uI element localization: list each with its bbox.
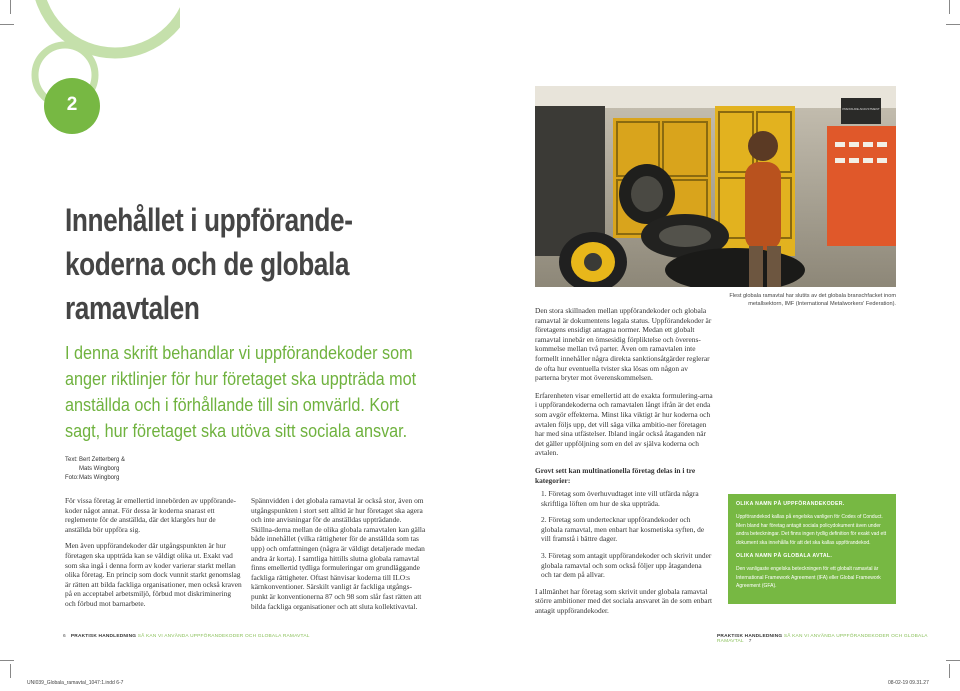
footer-subtitle: SÅ KAN VI ANVÄNDA UPPFÖRANDEKODER OCH GLOBALA RAMAVTAL (717, 634, 928, 644)
photo-caption: Flest globala ramavtal har slutits av det globala branschfacket inom metallsektorn, IMF (International Metalworkers' Federation). (729, 293, 896, 307)
print-slug-left: UNI039_Globala_ramavtal_1047:1.indd 6-7 (27, 680, 124, 686)
paragraph: Erfarenheten visar emellertid att de exakta formulering-arna i uppförandekoderna och ramavtalen långt ifrån är det enda som avgör effekterna. Minst lika viktigt är hur koderna och avtalen följs upp, det vill säga vilka ambitio-ner företagen har med sina utfästelser. Ibland ingår också åtaganden när det gäller uppföljning som en del av själva koderna och avtalen. (535, 390, 713, 458)
page-title (65, 198, 409, 330)
crop-mark (10, 0, 11, 14)
footer-left (63, 634, 310, 639)
footer-publication: PRAKTISK HANDLEDNING (70, 634, 137, 639)
print-slug-right: 08-02-19 09.31.27 (888, 680, 929, 686)
body-column-3 (535, 306, 713, 623)
paragraph: Den stora skillnaden mellan uppförandekoder och globala ramavtal är dokumentens legala status. Uppförandekoder är företagens ensidigt antagna normer. Medan ett globalt ramavtal innebär en ömsesidig förpliktelse och överens-kommelse mellan två parter. Även om ramavtalen inte formellt innehåller några direkta sanktionsåtgärder reglerar de ofta hur eventuella tvister ska lösas om någon av parterna bryter mot överenskommelsen. (535, 306, 712, 383)
chapter-number: 2 (66, 94, 78, 115)
info-box (728, 494, 896, 604)
lead-line: I denna skrift behandlar vi uppförandekoder som (65, 343, 413, 363)
photographer-name: Mats Wingborg (79, 475, 120, 481)
lead-paragraph (65, 340, 425, 444)
title-line: koderna och de globala (65, 246, 350, 282)
list-heading: Grovt sett kan multinationella företag delas in i tre kategorier: (535, 465, 696, 485)
text-label: Text: (65, 457, 78, 463)
crop-mark (949, 0, 950, 14)
page-number: 7 (748, 639, 752, 644)
lead-line: anger riktlinjer för hur företaget ska uppträda mot (65, 369, 417, 389)
info-box-heading: OLIKA NAMN PÅ GLOBALA AVTAL. (736, 553, 833, 559)
footer-subtitle: SÅ KAN VI ANVÄNDA UPPFÖRANDEKODER OCH GLOBALA RAMAVTAL (136, 634, 310, 639)
body-column-2 (251, 496, 426, 618)
chapter-circles-graphic (20, 0, 180, 150)
factory-photo (535, 86, 896, 287)
crop-mark (0, 660, 14, 661)
crop-mark (946, 660, 960, 661)
paragraph: För vissa företag är emellertid innebörden av uppförande-koder något annat. För dessa är koderna snarast ett reglemente för de anställda, där det klargörs hur de anställda bör uppföra sig. (65, 496, 236, 534)
lead-line: anställda och i förhållande till sin omvärld. Kort (65, 395, 400, 415)
title-line: ramavtalen (65, 290, 200, 326)
author-name: Mats Wingborg (79, 466, 120, 472)
paragraph: Men även uppförandekoder där utgångspunkten är hur företagen ska uppträda kan se väldigt olika ut. Exakt vad som ska ingå i denna form av koder varierar starkt mellan olika företag. En princip som dock vunnit starkt genomslag är rätten att bilda fackliga organisationer, men också kraven på en acceptabel arbetsmiljö, förbud mot diskriminering och förbud mot barnarbete. (65, 541, 242, 608)
crop-mark (0, 24, 14, 25)
paragraph: Spännvidden i det globala ramavtal är också stor, även om utgångspunkten i stort sett alltid är hur företaget ska agera och inte anvisningar för de anställdas uppträdande. Skillna-derna mellan de olika globala ramavtalen kan gälla både innehållet (vilka rättigheter för de anställda som tas upp) och omfattningen (några är väldigt detaljerade medan andra är korta). I samtliga hittills slutna globala ramavtal finns emellertid tydliga formuleringar om grundläggande fackliga rättigheter. Oftast hänvisar koderna till ILO:s kärnkonventioner. Särskilt vanligt är fackliga utgångs-punkt är konventionerna 87 och 98 som slår fast rätten att bilda fackliga organisationer och att sluta kollektivavtal. (251, 496, 426, 611)
paragraph: I allmänhet har företag som skrivit under globala ramavtal större ambitioner med det sociala ansvaret än de som enbart antagit uppförandekoder. (535, 586, 713, 616)
list-item: 3. Företag som antagit uppförandekoder och skrivit under globala ramavtal och som också följer upp åtagandena och tar dem på allvar. (541, 551, 712, 580)
list-item: 1. Företag som överhuvudtaget inte vill utfärda några skriftliga löften om hur de ska uppträda. (541, 489, 699, 508)
crop-mark (946, 24, 960, 25)
info-box-text: Uppförandekod kallas på engelska vanligen för Codes of Conduct. Men bland har företag antagit sociala policydokument även under andra beteckningar. Det finns ingen tydlig definition för exakt vad ett dokument ska innehålla för att det ska kallas uppförandekod. (736, 514, 887, 546)
crop-mark (10, 664, 11, 678)
list-item: 2. Företag som undertecknar uppförandekoder och globala ramavtal, men enbart har kosmetiska syften, de vill framstå i bättre dager. (541, 515, 705, 544)
author-credits (65, 456, 125, 483)
lead-line: sagt, hur företaget ska utöva sitt sociala ansvar. (65, 421, 408, 441)
info-box-heading: OLIKA NAMN PÅ UPPFÖRANDEKODER. (736, 501, 845, 507)
footer-publication: PRAKTISK HANDLEDNING (717, 634, 783, 639)
footer-right (717, 634, 960, 644)
title-line: Innehållet i uppförande- (65, 202, 353, 238)
crop-mark (949, 664, 950, 678)
info-box-text: Den vanligaste engelska beteckningen för ett globalt ramavtal är International Framework Agreement (IFA) eller Global Framework Agreement (GFA). (736, 566, 881, 589)
page-number: 6 (63, 634, 66, 639)
body-column-1 (65, 496, 243, 616)
author-name: Bert Zetterberg & (79, 457, 126, 463)
foto-label: Foto: (65, 475, 79, 481)
photo-sign-text: PRESSURE ADJUSTMENT (842, 107, 880, 111)
